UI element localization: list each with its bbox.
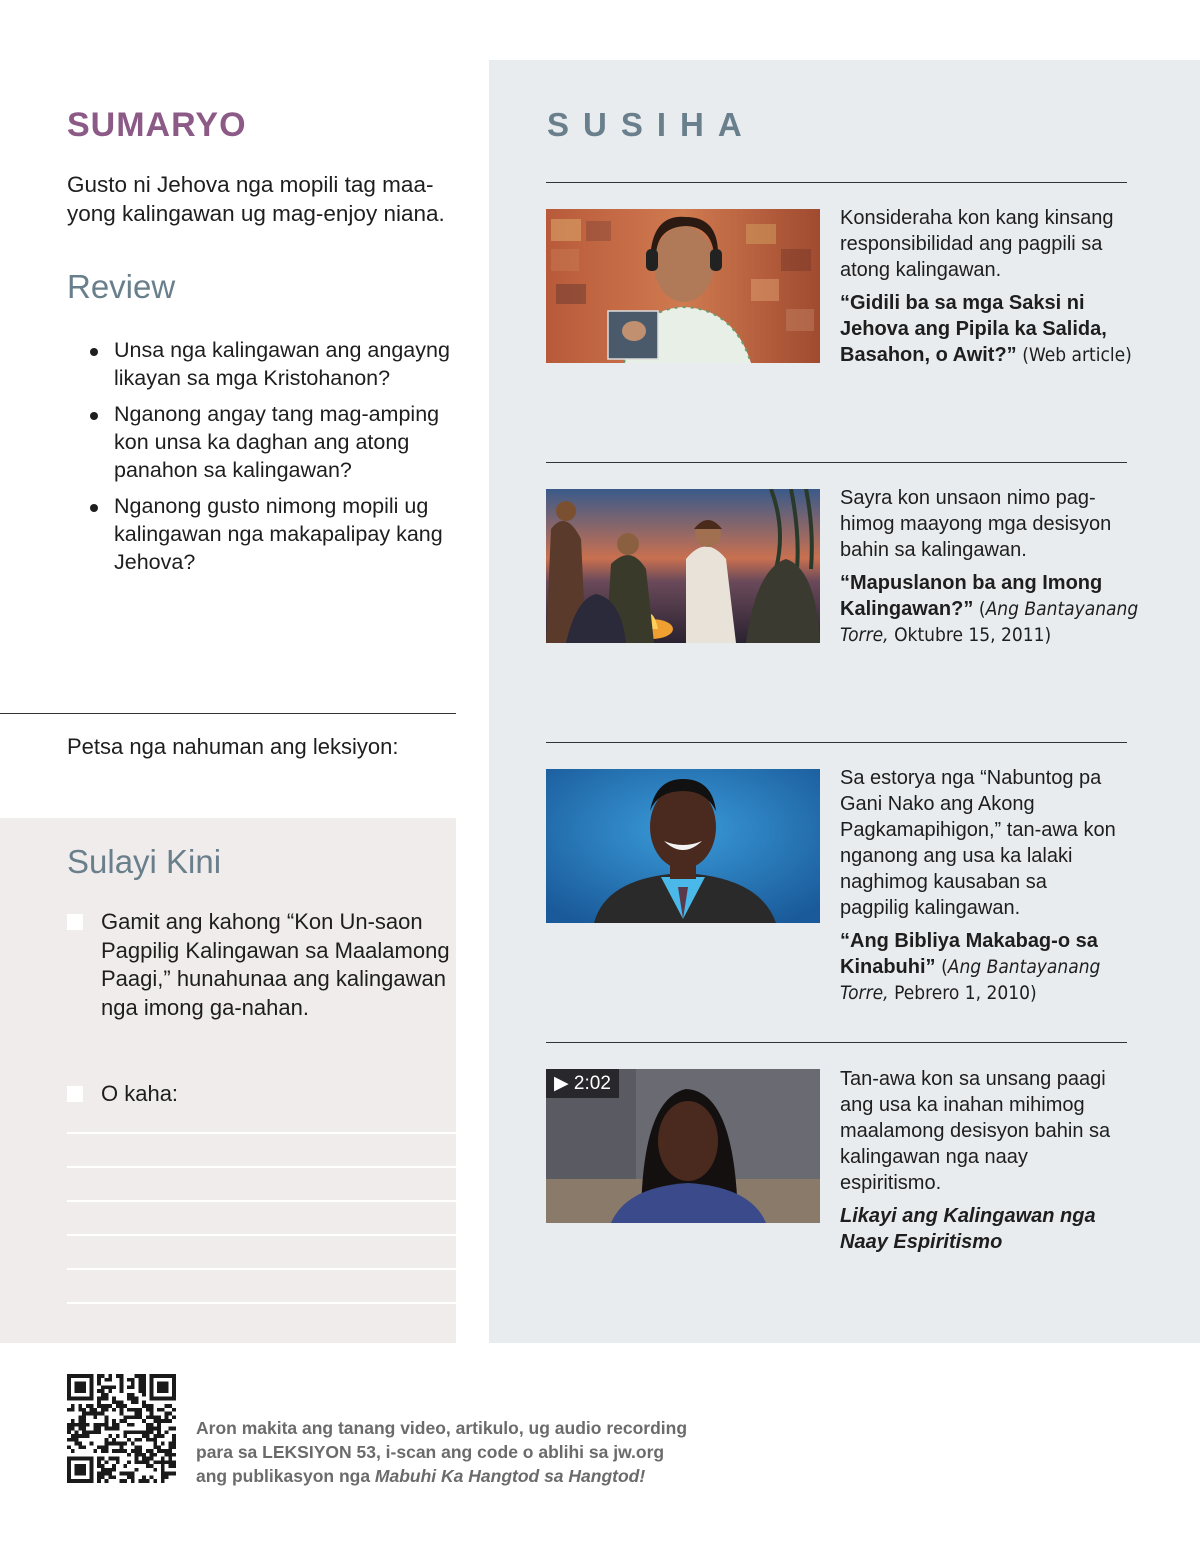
reference-title[interactable]: Likayi ang Kalingawan nga Naay Espiritismo — [840, 1205, 1096, 1253]
review-list — [90, 336, 470, 584]
review-item-text: Unsa nga kalingawan ang angayng likayan sa mga Kristohanon? — [114, 338, 450, 390]
sulayi-heading: Sulayi Kini — [67, 843, 222, 880]
divider — [546, 182, 1127, 183]
video-duration-badge[interactable] — [546, 1069, 619, 1098]
writing-line[interactable] — [67, 1166, 456, 1168]
checklist-item[interactable] — [67, 908, 471, 1022]
review-item-text: Nganong angay tang mag-amping kon unsa ka daghan ang atong panahon sa kalingawan? — [114, 402, 440, 482]
checklist-item-text: O kaha: — [101, 1081, 179, 1106]
qr-code-icon[interactable] — [67, 1374, 176, 1483]
reference-source-open: ( — [941, 956, 948, 978]
review-item — [90, 336, 470, 392]
video-duration: 2:02 — [573, 1073, 611, 1094]
reference-source-rest: Oktubre 15, 2011) — [894, 624, 1052, 646]
bullet-icon — [90, 348, 98, 356]
checklist-item[interactable] — [67, 1080, 471, 1109]
entry-reference[interactable] — [840, 1203, 1130, 1255]
sumaryo-text: Gusto ni Jehova nga mopili tag maa-yong kalingawan ug mag-enjoy niana. — [67, 172, 445, 226]
divider — [0, 713, 456, 714]
divider — [546, 1042, 1127, 1043]
entry-reference[interactable] — [840, 290, 1140, 368]
reference-source-rest: Pebrero 1, 2010) — [894, 982, 1037, 1004]
smiling-man-suit-image[interactable] — [546, 769, 820, 923]
young-man-headphones-cd-image[interactable] — [546, 209, 820, 363]
entry-description: Tan-awa kon sa unsang paagi ang usa ka inahan mihimog maalamong desisyon bahin sa kalingawan nga naay espiritismo. — [840, 1068, 1111, 1194]
checklist-item-text: Gamit ang kahong “Kon Un-saon Pagpilig Kalingawan sa Maalamong Paagi,” hunahunaa ang kalingawan nga imong ga-nahan. — [101, 909, 450, 1020]
divider — [546, 742, 1127, 743]
reference-title[interactable]: “Gidili ba sa mga Saksi ni Jehova ang Pipila ka Salida, Basahon, o Awit?” — [840, 292, 1107, 366]
reference-title[interactable]: “Mapuslanon ba ang Imong Kalingawan?” — [840, 572, 1103, 620]
checkbox[interactable] — [67, 914, 83, 930]
entry-description: Sayra kon unsaon nimo pag-himog maayong mga desisyon bahin sa kalingawan. — [840, 487, 1112, 561]
bullet-icon — [90, 504, 98, 512]
entry-description: Sa estorya nga “Nabuntog pa Gani Nako ang Akong Pagkamapihigon,” tan-awa kon nganong ang usa ka lalaki naghimog kausaban sa pagpilig kalingawan. — [840, 767, 1116, 919]
writing-line[interactable] — [67, 1234, 456, 1236]
entry-reference[interactable] — [840, 570, 1140, 648]
susiha-entry — [840, 205, 1140, 368]
reference-source: (Web article) — [1022, 344, 1132, 366]
footer-line-plain: ang publikasyon nga — [196, 1466, 375, 1486]
completion-date-label: Petsa nga nahuman ang leksiyon: — [67, 734, 399, 759]
writing-line[interactable] — [67, 1200, 456, 1202]
writing-line[interactable] — [67, 1302, 456, 1304]
footer-note — [196, 1416, 756, 1488]
footer-line: Aron makita ang tanang video, artikulo, ug audio recording — [196, 1418, 688, 1438]
sumaryo-heading: SUMARYO — [67, 106, 247, 144]
jesus-campfire-disciples-image[interactable] — [546, 489, 820, 643]
reference-title[interactable]: “Ang Bibliya Makabag-o sa Kinabuhi” — [840, 930, 1098, 978]
susiha-entry — [840, 1066, 1130, 1255]
play-icon[interactable]: ▶ — [554, 1073, 569, 1094]
entry-reference[interactable] — [840, 928, 1120, 1006]
writing-line[interactable] — [67, 1132, 456, 1134]
review-heading: Review — [67, 268, 176, 305]
reference-source-open: ( — [978, 598, 986, 620]
bullet-icon — [90, 412, 98, 420]
review-item — [90, 400, 470, 484]
publication-title: Mabuhi Ka Hangtod sa Hangtod! — [374, 1466, 646, 1486]
review-item — [90, 492, 470, 576]
footer-line — [196, 1464, 756, 1488]
susiha-entry — [840, 765, 1120, 1006]
divider — [546, 462, 1127, 463]
reference-source-italic: Ang Bantayanang Torre, — [840, 956, 1101, 1004]
entry-description: Konsideraha kon kang kinsang responsibilidad ang pagpili sa atong kalingawan. — [840, 207, 1114, 281]
susiha-entry — [840, 485, 1140, 648]
review-item-text: Nganong gusto nimong mopili ug kalingawan nga makapalipay kang Jehova? — [114, 494, 443, 574]
footer-line: para sa LEKSIYON 53, i-scan ang code o ablihi sa jw.org — [196, 1442, 665, 1462]
susiha-heading: SUSIHA — [547, 106, 756, 143]
reference-source-italic: Ang Bantayanang Torre, — [840, 598, 1139, 646]
checkbox[interactable] — [67, 1086, 83, 1102]
woman-video-image[interactable] — [546, 1069, 820, 1223]
writing-line[interactable] — [67, 1268, 456, 1270]
